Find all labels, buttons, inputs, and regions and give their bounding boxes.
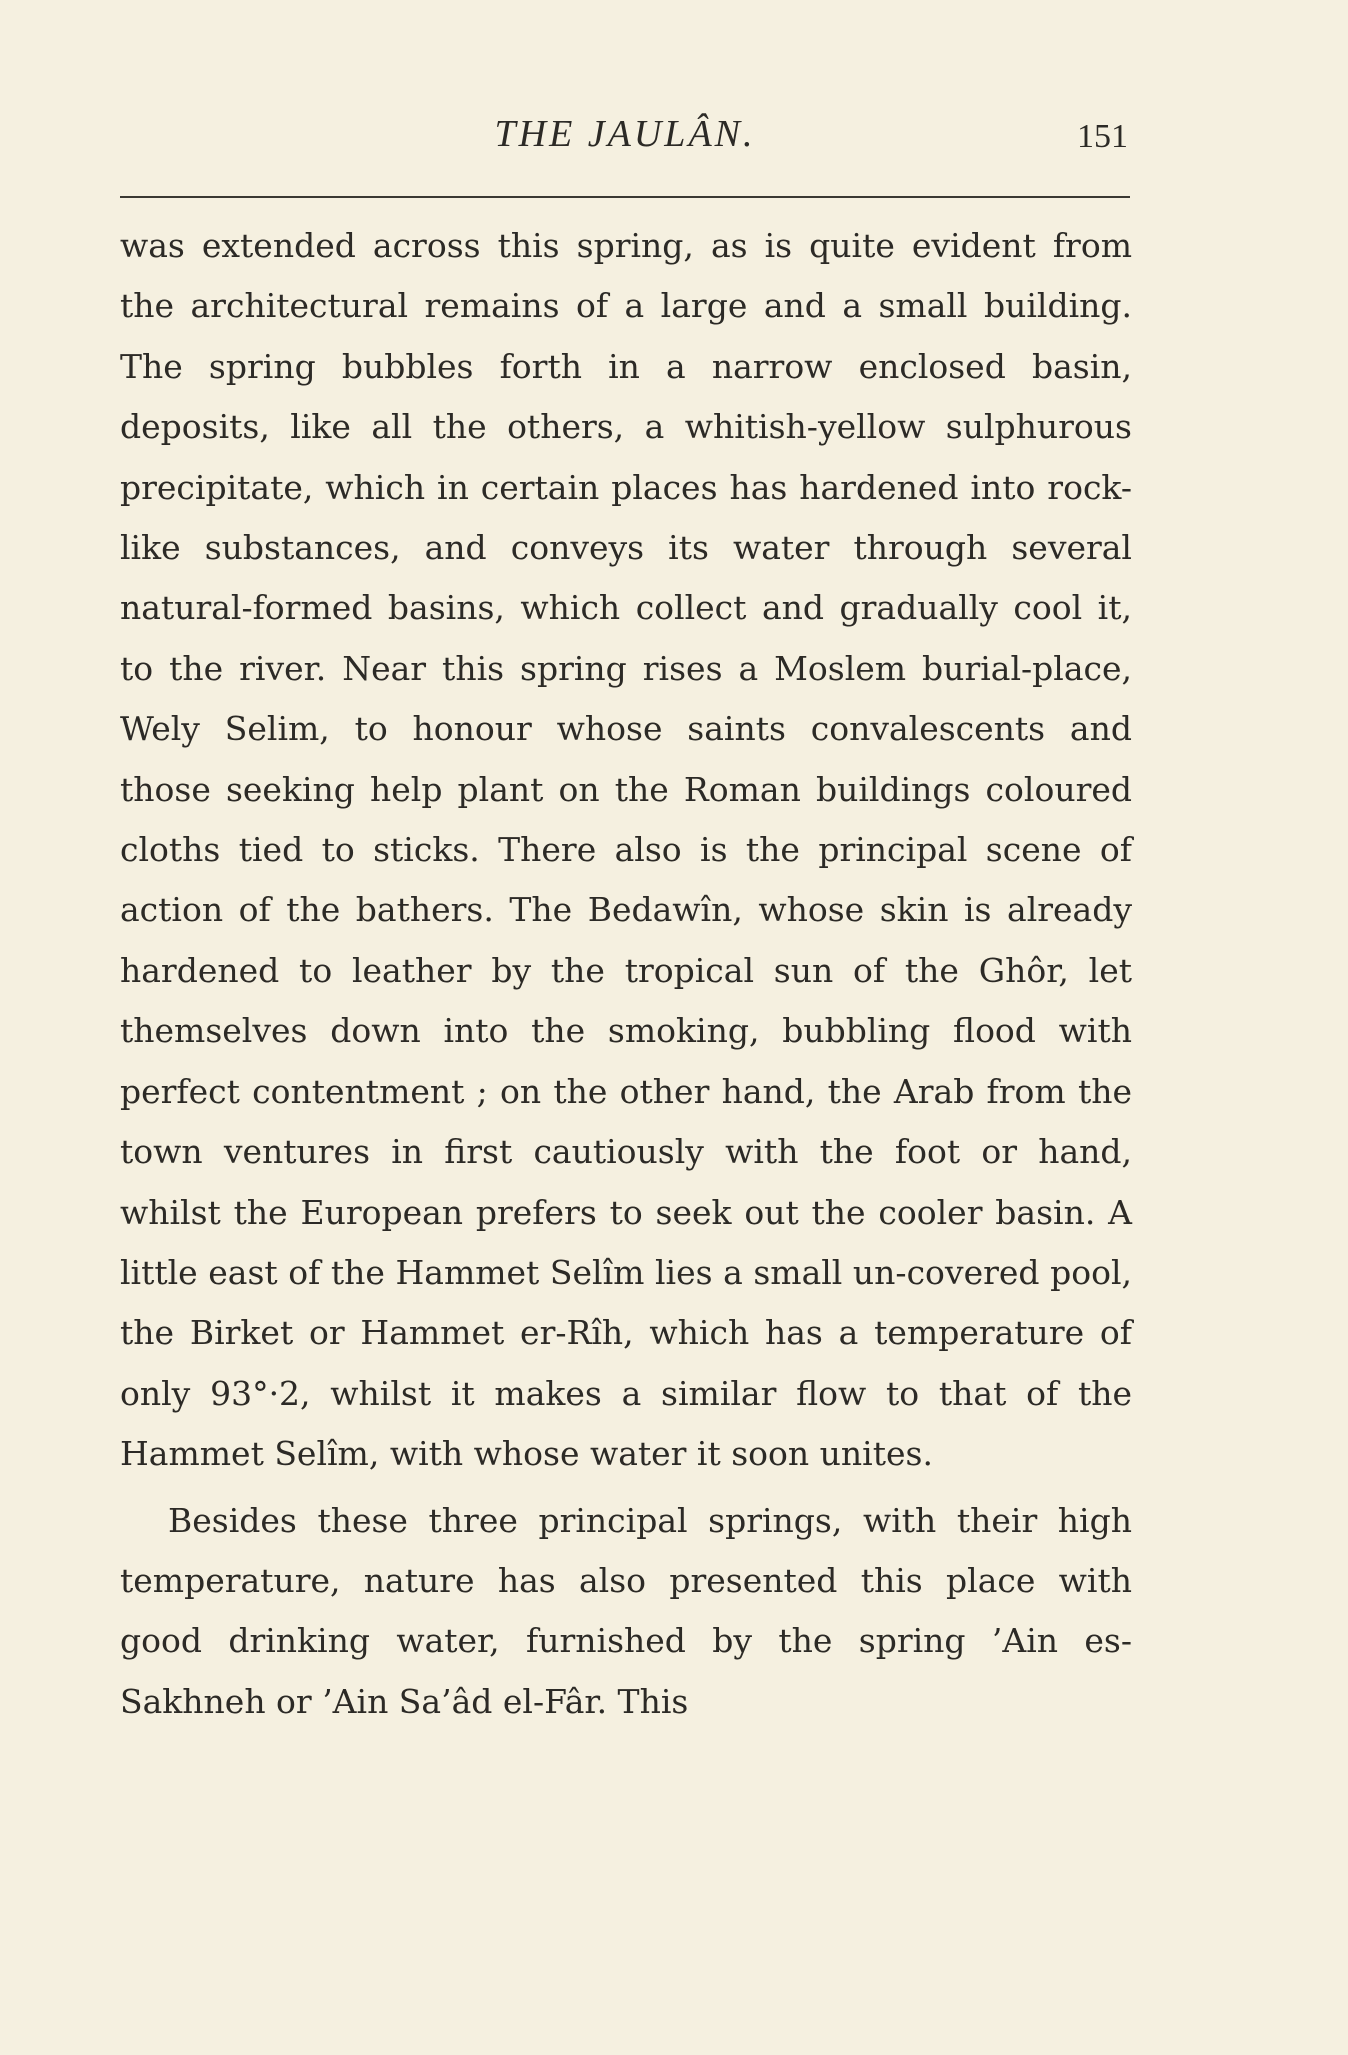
- running-head: [120, 112, 1130, 162]
- body-text: [120, 216, 1132, 1732]
- page-number: 151: [1077, 118, 1128, 155]
- header-rule: [120, 196, 1130, 198]
- paragraph-2: Besides these three principal springs, with their high temperature, nature has also presented this place with good drinking water, furnished by the spring ’Ain es-Sakhneh or ’Ain Sa’âd el-Fâr. This: [120, 1500, 1132, 1721]
- running-head-title: THE JAULÂN.: [494, 113, 756, 155]
- paragraph-1: was extended across this spring, as is quite evident from the architectural remains of a large and a small building. The spring bubbles forth in a narrow enclosed basin, deposits, like all the others, a whitish-yellow sulphurous precipitate, which in certain places has hardened into rock-like substances, and conveys its water through several natural-formed basins, which collect and gradually cool it, to the river. Near this spring rises a Moslem burial-place, Wely Selim, to honour whose saints convalescents and those seeking help plant on the Roman buildings coloured cloths tied to sticks. There also is the principal scene of action of the bathers. The Bedawîn, whose skin is already hardened to leather by the tropical sun of the Ghôr, let themselves down into the smoking, bubbling flood with perfect contentment ; on the other hand, the Arab from the town ventures in first cautiously with the foot or hand, whilst the European prefers to seek out the cooler basin. A little east of the Hammet Selîm lies a small un-covered pool, the Birket or Hammet er-Rîh, which has a temperature of only 93°·2, whilst it makes a similar flow to that of the Hammet Selîm, with whose water it soon unites.: [120, 226, 1132, 1474]
